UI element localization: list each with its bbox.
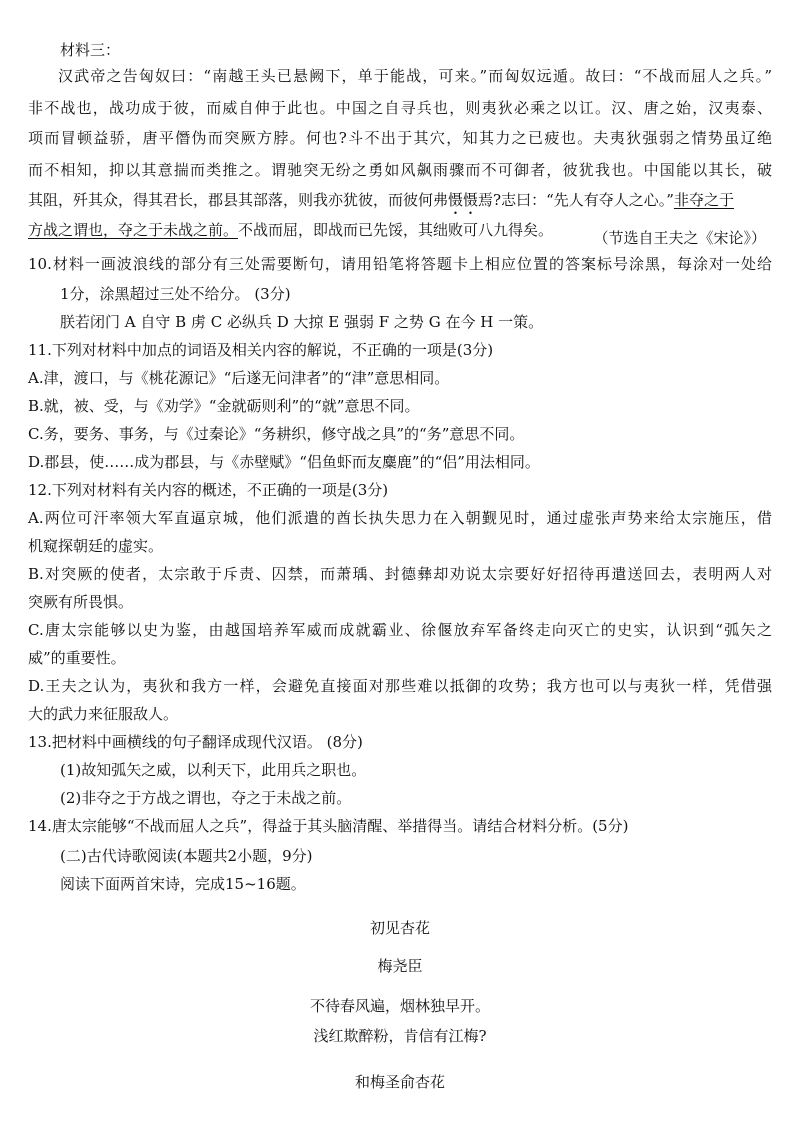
q10-line-1: 10.材料一画波浪线的部分有三处需要断句，请用铅笔将答题卡上相应位置的答案标号涂黑，每涂对一处给: [28, 255, 772, 273]
q11-option-c: C.务，要务、事务，与《过秦论》“务耕织，修守战之具”的“务”意思不同。: [28, 425, 525, 443]
q12-option-d-line-2: 大的武力来征服敌人。: [28, 705, 179, 723]
material3-line-5: [28, 190, 772, 210]
q13-stem: 13.把材料中画横线的句子翻译成现代汉语。 (8分): [28, 733, 363, 751]
material3-line-5-text: 其阻，歼其众，得其君长，郡县其部落，则我亦犹彼，而彼何弗: [28, 191, 449, 209]
material3-line-2: 非不战也，战功成于彼，而威自伸于此也。中国之自寻兵也，则夷狄必乘之以讧。汉、唐之始，汉夷泰、: [28, 99, 772, 117]
q12-option-c-line-2: 威”的重要性。: [28, 649, 126, 667]
q13-sentence-2: (2)非夺之于方战之谓也，夺之于未战之前。: [60, 789, 352, 807]
material3-line-5-text-2: 焉?志曰：“先人有夺人之心。”: [478, 191, 674, 209]
section2-intro: 阅读下面两首宋诗，完成15~16题。: [60, 875, 306, 893]
dotted-char-2: 慑: [463, 191, 479, 209]
dotted-char-1: 慑: [448, 191, 464, 209]
q12-option-a-line-1: A.两位可汗率领大军直逼京城，他们派遣的酋长执失思力在入朝觐见时，通过虚张声势来给太宗施压，借: [28, 509, 772, 527]
material3-line-1: 汉武帝之告匈奴曰：“南越王头已悬阙下，单于能战，可来。”而匈奴远遁。故曰：“不战而屈人之兵。”: [58, 67, 772, 85]
underlined-sentence-part-2: 方战之谓也，夺之于未战之前。: [28, 221, 239, 239]
q12-option-a-line-2: 机窥探朝廷的虚实。: [28, 537, 164, 555]
material3-heading: 材料三：: [60, 41, 121, 59]
poem2-title: 和梅圣俞杏花: [354, 1073, 445, 1091]
q11-option-b: B.就，被、受，与《劝学》“金就砺则利”的“就”意思不同。: [28, 397, 420, 415]
poem1-line-2: 浅红欺醉粉，肯信有江梅?: [313, 1027, 487, 1045]
material3-line-3: 项而冒顿益骄，唐平僭伪而突厥方脖。何也?斗不出于其穴，知其力之已疲也。夫夷狄强弱之情势虽辽绝: [28, 129, 772, 147]
q10-options: 朕若闭门 A 自守 B 虏 C 必纵兵 D 大掠 E 强弱 F 之势 G 在今 H 一策。: [60, 313, 544, 331]
q13-sentence-1: (1)故知弧矢之威，以利天下，此用兵之职也。: [60, 761, 367, 779]
q12-stem: 12.下列对材料有关内容的概述，不正确的一项是(3分): [28, 481, 389, 499]
q11-option-d: D.郡县，使……成为郡县，与《赤壁赋》“侣鱼虾而友麋鹿”的“侣”用法相同。: [28, 453, 540, 471]
q10-line-2: 1分，涂黑超过三处不给分。 (3分): [60, 285, 291, 303]
poem1-title: 初见杏花: [369, 919, 430, 937]
q12-option-c-line-1: C.唐太宗能够以史为鉴，由越国培养军威而成就霸业、徐偃放弃军备终走向灭亡的史实，认识到“弧矢之: [28, 621, 772, 639]
q12-option-b-line-1: B.对突厥的使者，太宗敢于斥责、囚禁，而萧瑀、封德彝却劝说太宗要好好招待再遣送回去，表明两人对: [28, 565, 772, 583]
q14-stem: 14.唐太宗能够“不战而屈人之兵”，得益于其头脑清醒、举措得当。请结合材料分析。(5分): [28, 817, 629, 835]
material3-line-4: 而不相知，抑以其意揣而类推之。谓驰突无纷之勇如风飙雨骤而不可御者，彼犹我也。中国能以其长，破: [28, 161, 772, 179]
q12-option-d-line-1: D.王夫之认为，夷狄和我方一样，会避免直接面对那些难以抵御的攻势；我方也可以与夷狄一样，凭借强: [28, 677, 772, 695]
q11-option-a: A.津，渡口，与《桃花源记》“后遂无问津者”的“津”意思相同。: [28, 369, 450, 387]
poem1-line-1: 不待春风遍，烟林独早开。: [309, 997, 490, 1015]
q11-stem: 11.下列对材料中加点的词语及相关内容的解说，不正确的一项是(3分): [28, 341, 494, 359]
underlined-sentence-part-1: 非夺之于: [673, 191, 734, 209]
poem1-author: 梅尧臣: [377, 957, 423, 975]
material3-line-6-text: 不战而屈，即战而已先馁，其绌败可八九得矣。: [238, 221, 554, 239]
q12-option-b-line-2: 突厥有所畏惧。: [28, 593, 134, 611]
section2-heading: (二)古代诗歌阅读(本题共2小题，9分): [60, 847, 313, 865]
material3-source: （节选自王夫之《宋论》）: [593, 229, 766, 247]
material3-line-6: [28, 220, 553, 240]
